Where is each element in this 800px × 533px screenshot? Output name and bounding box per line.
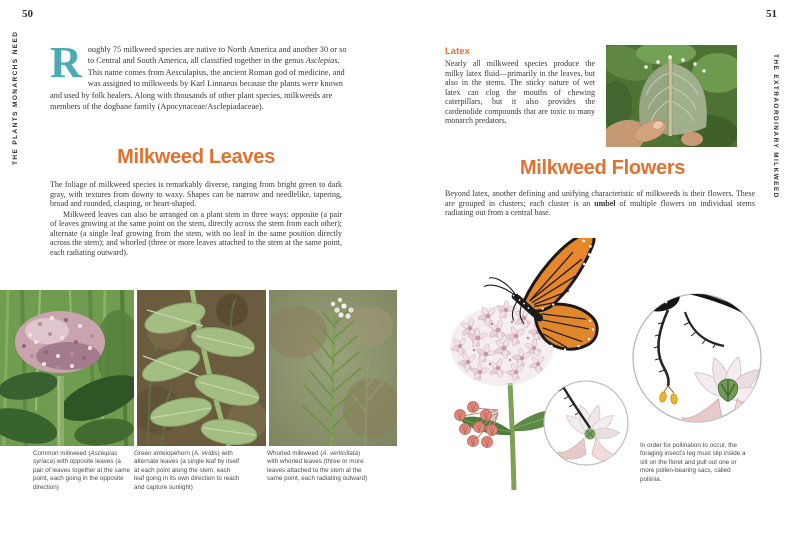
caption-1-species: Asclepias syriaca (33, 450, 118, 466)
page-number-left: 50 (22, 8, 33, 20)
inset-small (544, 378, 628, 465)
caption-green-antelopehorn (134, 450, 240, 492)
intro-text-1: oughly 75 milkweed species are native to North America and another 30 or so to Central and South America, all classified together in the genus (87, 45, 347, 66)
photo-common-milkweed (0, 290, 134, 446)
drop-cap: R (50, 38, 82, 87)
pollination-caption: In order for pollination to occur, the foraging insect's leg must slip inside a slit on the floret and pull out one or more pollen-bearing sacs, called pollinia. (640, 442, 746, 483)
left-sidebar-ribbon: THE PLANTS MONARCHS NEED (12, 30, 19, 165)
page-number-right: 51 (766, 8, 777, 20)
flowers-text-2: of multiple flowers on individual stems radiating out from a central base. (445, 198, 755, 217)
photo-whorled-milkweed (269, 290, 397, 446)
flowers-heading: Milkweed Flowers (519, 157, 686, 179)
caption-3-post: ) with whorled leaves (three or more leaves attached to the stem at the same point, each radiating outward) (267, 450, 368, 483)
photo-latex-leaf (606, 45, 737, 147)
leaves-paragraph-1: The foliage of milkweed species is remarkably diverse, ranging from bright green to dark gray, with textures from downy to waxy. Shapes can be narrow and needlelike, tapering, broad and rounded, clasping, or heart-shaped. (50, 180, 342, 208)
caption-3-species: A. verticillata (322, 450, 358, 457)
caption-2-species: A. viridis (193, 450, 218, 457)
latex-paragraph: Nearly all milkweed species produce the milky latex fluid—primarily in the leaves, but also in the stems. The sticky nature of wet latex can clog the mouths of chewing caterpillars, but it also provides the cardenolide compounds that are toxic to many monarch predators. (445, 59, 595, 125)
right-sidebar-ribbon: THE EXTRAORDINARY MILKWEED (772, 54, 779, 199)
caption-common-milkweed (33, 450, 133, 492)
caption-1-pre: Common milkweed ( (33, 450, 91, 457)
genus-name: Asclepias (305, 56, 338, 66)
umbel-term: umbel (594, 198, 616, 208)
milkweed-stem (510, 383, 514, 490)
leaves-section (50, 180, 342, 257)
latex-heading: Latex (445, 46, 470, 57)
intro-paragraph (50, 38, 349, 112)
caption-3-pre: Whorled milkweed ( (267, 450, 323, 457)
photo-green-antelopehorn (137, 290, 266, 446)
inset-large (633, 268, 769, 437)
flowers-paragraph (445, 189, 755, 218)
caption-whorled-milkweed (267, 450, 373, 484)
flowers-text-1: Beyond latex, another defining and unifying characteristic of milkweeds is their flowers. These are grouped in clusters; each cluster is an (445, 189, 755, 208)
leaves-paragraph-2: Milkweed leaves can also be arranged on a plant stem in three ways: opposite (a pair of leaves growing at the same point on the stem, directly across the stem from each other); alternate (a single leaf growing from the stem, with no leaf in the same position directly across the stem); and whorled (three or more leaves attached to the stem at the same point, each radiating outward). (50, 209, 342, 257)
caption-2-pre: Green antelopehorn ( (134, 450, 194, 457)
caption-2-post: ) with alternate leaves (a single leaf by itself at each point along the stem, each leaf going in its own direction to reach and capture sunlight) (134, 450, 240, 491)
bud-cluster (455, 402, 499, 448)
intro-text-2: . This name comes from Aesculapius, the ancient Roman god of medicine, and was assigned to milkweeds by Karl Linnaeus because the plants were known and used by folk healers. Along with thousands of other plant species, milkweeds are members of the dogbane family (Apocynaceae/Asclepiadaceae). (50, 56, 345, 112)
caption-1-post: ) with opposite leaves (a pair of leaves together at the same point, each going in the opposite direction) (33, 458, 130, 491)
leaves-heading: Milkweed Leaves (117, 146, 275, 168)
